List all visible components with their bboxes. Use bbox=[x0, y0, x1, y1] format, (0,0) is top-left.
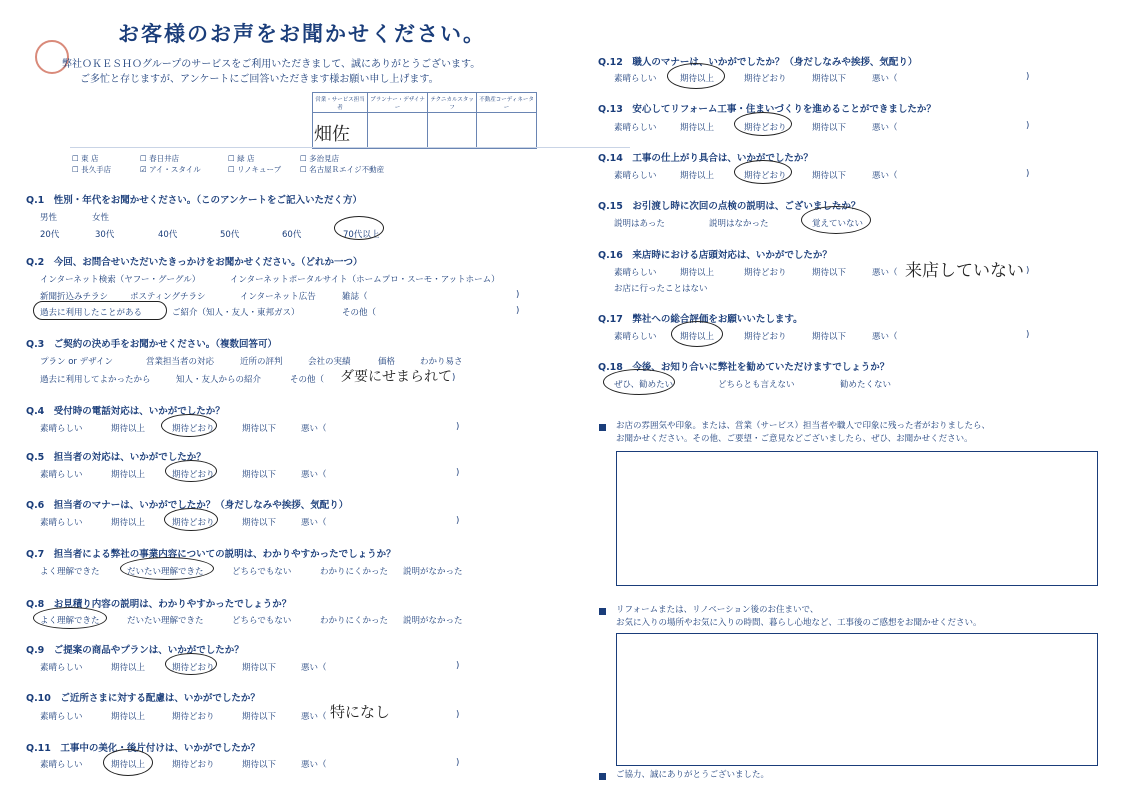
q6-title: Q.6 担当者のマナーは、いかがでしたか？（身だしなみや挨拶、気配り） bbox=[26, 500, 349, 511]
q15-option-explained[interactable]: 説明はあった bbox=[614, 219, 665, 229]
q11-option-below[interactable]: 期待以下 bbox=[242, 760, 277, 770]
q9-option-as-expected[interactable]: 期待どおり bbox=[172, 663, 215, 673]
store-checkbox-nagoya-rage[interactable]: ☐ 名古屋Ｒエイジ不動産 bbox=[300, 165, 385, 174]
q17-title: Q.17 弊社への総合評価をお願いいたします。 bbox=[598, 314, 803, 325]
q1-option-40s[interactable]: 40代 bbox=[158, 230, 178, 240]
store-checkbox-tajimi[interactable]: ☐ 多治見店 bbox=[300, 154, 340, 163]
q10-option-above[interactable]: 期待以上 bbox=[111, 712, 146, 722]
q12-bad-close: ) bbox=[1026, 72, 1030, 82]
q2-option-past-use[interactable]: 過去に利用したことがある bbox=[40, 308, 143, 318]
staff-header-sales: 営業・サービス担当者 bbox=[313, 93, 368, 113]
q7-option-mostly[interactable]: だいたい理解できた bbox=[127, 567, 204, 577]
q5-option-above[interactable]: 期待以上 bbox=[111, 470, 146, 480]
q16-handwritten-bad: 来店していない bbox=[905, 261, 1024, 281]
staff-header-technical: テクニカルスタッフ bbox=[428, 93, 477, 113]
comment2-textarea[interactable] bbox=[616, 633, 1098, 766]
q8-title: Q.8 お見積り内容の説明は、わかりやすかったでしょうか？ bbox=[26, 599, 292, 610]
q12-option-above[interactable]: 期待以上 bbox=[680, 74, 715, 84]
q7-option-none[interactable]: 説明がなかった bbox=[403, 567, 463, 577]
q6-option-excellent[interactable]: 素晴らしい bbox=[40, 518, 83, 528]
q2-option-search[interactable]: インターネット検索（ヤフー・グーグル） bbox=[40, 275, 201, 285]
q6-option-above[interactable]: 期待以上 bbox=[111, 518, 146, 528]
q4-bad-close: ) bbox=[456, 422, 460, 432]
q5-option-below[interactable]: 期待以下 bbox=[242, 470, 277, 480]
q18-option-undecided[interactable]: どちらとも言えない bbox=[718, 380, 795, 390]
q5-bad-close: ) bbox=[456, 468, 460, 478]
q3-option-price[interactable]: 価格 bbox=[378, 357, 396, 367]
q8-option-mostly[interactable]: だいたい理解できた bbox=[127, 616, 204, 626]
q14-bad-close: ) bbox=[1026, 169, 1030, 179]
q2-option-web-ad[interactable]: インターネット広告 bbox=[240, 292, 316, 302]
q9-option-above[interactable]: 期待以上 bbox=[111, 663, 146, 673]
q2-title: Q.2 今回、お問合せいただいたきっかけをお聞かせください。（どれか一つ） bbox=[26, 257, 363, 268]
q6-option-bad[interactable]: 悪い（ bbox=[301, 518, 327, 528]
bullet-square bbox=[599, 608, 606, 615]
q12-option-below[interactable]: 期待以下 bbox=[812, 74, 847, 84]
q7-title: Q.7 担当者による弊社の事業内容についての説明は、わかりやすかったでしょうか？ bbox=[26, 549, 396, 560]
staff-handwritten-name: 畑佐 bbox=[314, 124, 350, 145]
q15-option-dont-remember[interactable]: 覚えていない bbox=[812, 219, 864, 229]
q9-option-below[interactable]: 期待以下 bbox=[242, 663, 277, 673]
q8-option-neutral[interactable]: どちらでもない bbox=[232, 616, 292, 626]
q17-answer-circle bbox=[671, 321, 723, 347]
q14-option-above[interactable]: 期待以上 bbox=[680, 171, 715, 181]
q18-answer-circle bbox=[603, 369, 675, 395]
comment1-line-1: お店の雰囲気や印象。または、営業（サービス）担当者や職人で印象に残った者がおりましたら、 bbox=[616, 421, 991, 431]
staff-cell-planner[interactable] bbox=[368, 113, 428, 149]
intro-line-1: 弊社ＯＫＥＳＨＯグループのサービスをご利用いただきまして、誠にありがとうございます。 bbox=[62, 59, 481, 70]
q11-answer-circle bbox=[103, 749, 153, 776]
staff-cell-realestate[interactable] bbox=[477, 113, 537, 149]
q14-option-excellent[interactable]: 素晴らしい bbox=[614, 171, 657, 181]
thanks-text: ご協力、誠にありがとうございました。 bbox=[616, 770, 770, 780]
q4-option-bad[interactable]: 悪い（ bbox=[301, 424, 327, 434]
q15-title: Q.15 お引渡し時に次回の点検の説明は、ございましたか？ bbox=[598, 201, 861, 212]
q11-bad-close: ) bbox=[456, 758, 460, 768]
q9-option-bad[interactable]: 悪い（ bbox=[301, 663, 327, 673]
q14-title: Q.14 工事の仕上がり具合は、いかがでしたか？ bbox=[598, 153, 813, 164]
q12-title: Q.12 職人のマナーは、いかがでしたか？（身だしなみや挨拶、気配り） bbox=[598, 57, 918, 68]
q2-option-magazine[interactable]: 雑誌（ bbox=[342, 292, 368, 302]
store-checkbox-istyle[interactable]: ☑ アイ・スタイル bbox=[140, 165, 201, 174]
q5-title: Q.5 担当者の対応は、いかがでしたか？ bbox=[26, 452, 206, 463]
q16-title: Q.16 来店時における店頭対応は、いかがでしたか？ bbox=[598, 250, 832, 261]
comment1-line-2: お聞かせください。その他、ご要望・ご意見などございましたら、ぜひ、お聞かせください。 bbox=[616, 434, 973, 444]
intro-line-2: ご多忙と存じますが、アンケートにご回答いただきます様お願い申し上げます。 bbox=[80, 74, 439, 85]
intro-text bbox=[62, 57, 480, 87]
q1-option-female[interactable]: 女性 bbox=[92, 213, 110, 223]
q10-title: Q.10 ご近所さまに対する配慮は、いかがでしたか？ bbox=[26, 693, 260, 704]
store-checkbox-renocube[interactable]: ☐ リノキューブ bbox=[228, 165, 282, 174]
q7-option-unclear[interactable]: わかりにくかった bbox=[320, 567, 389, 577]
q10-option-as-expected[interactable]: 期待どおり bbox=[172, 712, 215, 722]
store-checkbox-nagakute[interactable]: ☐ 長久手店 bbox=[72, 165, 112, 174]
q16-option-excellent[interactable]: 素晴らしい bbox=[614, 268, 657, 278]
q16-option-as-expected[interactable]: 期待どおり bbox=[744, 268, 787, 278]
q7-answer-circle bbox=[120, 557, 214, 580]
q10-option-bad[interactable]: 悪い（ bbox=[301, 712, 327, 722]
q16-option-above[interactable]: 期待以上 bbox=[680, 268, 715, 278]
q4-answer-circle bbox=[161, 414, 217, 437]
comment1-prompt bbox=[616, 420, 990, 446]
q2-other-close: ) bbox=[516, 306, 520, 316]
divider bbox=[70, 147, 630, 148]
q12-option-bad[interactable]: 悪い（ bbox=[872, 74, 898, 84]
q3-title: Q.3 ご契約の決め手をお聞かせください。（複数回答可） bbox=[26, 339, 278, 350]
q14-option-below[interactable]: 期待以下 bbox=[812, 171, 847, 181]
q4-option-above[interactable]: 期待以上 bbox=[111, 424, 146, 434]
q10-handwritten-bad: 特になし bbox=[330, 703, 391, 721]
q3-option-sales[interactable]: 営業担当者の対応 bbox=[146, 357, 215, 367]
q3-option-clarity[interactable]: わかり易さ bbox=[420, 357, 463, 367]
q6-bad-close: ) bbox=[456, 516, 460, 526]
q13-option-bad[interactable]: 悪い（ bbox=[872, 123, 898, 133]
q11-option-bad[interactable]: 悪い（ bbox=[301, 760, 327, 770]
q4-option-as-expected[interactable]: 期待どおり bbox=[172, 424, 215, 434]
q9-option-excellent[interactable]: 素晴らしい bbox=[40, 663, 83, 673]
q6-option-as-expected[interactable]: 期待どおり bbox=[172, 518, 215, 528]
q12-answer-circle bbox=[667, 63, 725, 89]
q9-title: Q.9 ご提案の商品やプランは、いかがでしたか？ bbox=[26, 645, 244, 656]
q1-option-30s[interactable]: 30代 bbox=[95, 230, 115, 240]
q3-option-friend-referral[interactable]: 知人・友人からの紹介 bbox=[176, 375, 262, 385]
q18-option-not-recommend[interactable]: 勧めたくない bbox=[840, 380, 892, 390]
q11-title: Q.11 工事中の美化・後片付けは、いかがでしたか？ bbox=[26, 743, 260, 754]
q15-option-not-explained[interactable]: 説明はなかった bbox=[709, 219, 769, 229]
q11-option-excellent[interactable]: 素晴らしい bbox=[40, 760, 83, 770]
q7-option-neutral[interactable]: どちらでもない bbox=[232, 567, 292, 577]
q9-bad-close: ) bbox=[456, 661, 460, 671]
q8-option-understood[interactable]: よく理解できた bbox=[40, 616, 100, 626]
q13-bad-close: ) bbox=[1026, 121, 1030, 131]
q2-option-other[interactable]: その他（ bbox=[342, 308, 377, 318]
q10-option-excellent[interactable]: 素晴らしい bbox=[40, 712, 83, 722]
q7-option-understood[interactable]: よく理解できた bbox=[40, 567, 100, 577]
q8-option-none[interactable]: 説明がなかった bbox=[403, 616, 463, 626]
q14-option-bad[interactable]: 悪い（ bbox=[872, 171, 898, 181]
q2-option-flyer[interactable]: 新聞折込みチラシ bbox=[40, 292, 109, 302]
q17-option-above[interactable]: 期待以上 bbox=[680, 332, 715, 342]
q13-answer-circle bbox=[734, 112, 792, 136]
bullet-square bbox=[599, 773, 606, 780]
q1-option-70s-plus[interactable]: 70代以上 bbox=[343, 230, 380, 240]
comment2-line-2: お気に入りの場所やお気に入りの時間、暮らし心地など、工事後のご感想をお聞かせください。 bbox=[616, 618, 982, 628]
q1-option-male[interactable]: 男性 bbox=[40, 213, 58, 223]
q1-option-50s[interactable]: 50代 bbox=[220, 230, 240, 240]
q3-option-reputation[interactable]: 近所の評判 bbox=[240, 357, 283, 367]
q2-option-posting[interactable]: ポスティングチラシ bbox=[130, 292, 206, 302]
q8-option-unclear[interactable]: わかりにくかった bbox=[320, 616, 389, 626]
q2-option-referral[interactable]: ご紹介（知人・友人・東邦ガス） bbox=[172, 308, 300, 318]
q5-option-as-expected[interactable]: 期待どおり bbox=[172, 470, 215, 480]
q13-option-above[interactable]: 期待以上 bbox=[680, 123, 715, 133]
q1-option-20s[interactable]: 20代 bbox=[40, 230, 60, 240]
q6-option-below[interactable]: 期待以下 bbox=[242, 518, 277, 528]
q10-option-below[interactable]: 期待以下 bbox=[242, 712, 277, 722]
q13-option-excellent[interactable]: 素晴らしい bbox=[614, 123, 657, 133]
q13-title: Q.13 安心してリフォーム工事・住まいづくりを進めることができましたか？ bbox=[598, 104, 936, 115]
comment2-line-1: リフォームまたは、リノベーション後のお住まいで、 bbox=[616, 605, 819, 615]
q17-bad-close: ) bbox=[1026, 330, 1030, 340]
comment2-prompt bbox=[616, 604, 982, 630]
q6-answer-circle bbox=[164, 508, 218, 531]
q2-magazine-close: ) bbox=[516, 290, 520, 300]
staff-cell-technical[interactable] bbox=[428, 113, 477, 149]
q3-handwritten-other: ダ要にせまられて bbox=[340, 369, 452, 385]
q14-option-as-expected[interactable]: 期待どおり bbox=[744, 171, 787, 181]
q13-option-below[interactable]: 期待以下 bbox=[812, 123, 847, 133]
q3-option-other[interactable]: その他（ bbox=[290, 375, 325, 385]
page-title: お客様のお声をお聞かせください。 bbox=[118, 22, 486, 46]
q8-answer-circle bbox=[33, 607, 107, 629]
q2-answer-circle bbox=[33, 301, 167, 320]
q18-title: Q.18 今後、お知り合いに弊社を勧めていただけますでしょうか？ bbox=[598, 362, 890, 373]
q5-option-bad[interactable]: 悪い（ bbox=[301, 470, 327, 480]
q11-option-as-expected[interactable]: 期待どおり bbox=[172, 760, 215, 770]
q3-other-close: ) bbox=[452, 373, 456, 383]
q10-bad-close: ) bbox=[456, 710, 460, 720]
q4-option-excellent[interactable]: 素晴らしい bbox=[40, 424, 83, 434]
q1-option-60s[interactable]: 60代 bbox=[282, 230, 302, 240]
q14-answer-circle bbox=[734, 160, 792, 184]
q3-option-track-record[interactable]: 会社の実績 bbox=[308, 357, 351, 367]
q13-option-as-expected[interactable]: 期待どおり bbox=[744, 123, 787, 133]
store-checkbox-kasugai[interactable]: ☐ 春日井店 bbox=[140, 154, 180, 163]
q9-answer-circle bbox=[165, 653, 217, 675]
q15-answer-circle bbox=[801, 206, 871, 234]
q1-title: Q.1 性別・年代をお聞かせください。（このアンケートをご記入いただく方） bbox=[26, 195, 362, 206]
q17-option-bad[interactable]: 悪い（ bbox=[872, 332, 898, 342]
q3-option-past-good[interactable]: 過去に利用してよかったから bbox=[40, 375, 151, 385]
q17-option-excellent[interactable]: 素晴らしい bbox=[614, 332, 657, 342]
staff-header-realestate: 不動産コーディネーター bbox=[477, 93, 537, 113]
q16-option-bad[interactable]: 悪い（ bbox=[872, 268, 898, 278]
bullet-square bbox=[599, 424, 606, 431]
q5-option-excellent[interactable]: 素晴らしい bbox=[40, 470, 83, 480]
q4-option-below[interactable]: 期待以下 bbox=[242, 424, 277, 434]
q2-option-portal[interactable]: インターネットポータルサイト（ホームプロ・スーモ・アットホーム） bbox=[230, 275, 500, 285]
store-checkbox-midori[interactable]: ☐ 緑 店 bbox=[228, 154, 255, 163]
q16-option-below[interactable]: 期待以下 bbox=[812, 268, 847, 278]
q1-answer-circle bbox=[334, 216, 384, 240]
q12-option-excellent[interactable]: 素晴らしい bbox=[614, 74, 657, 84]
comment1-textarea[interactable] bbox=[616, 451, 1098, 586]
q16-option-never-visited[interactable]: お店に行ったことはない bbox=[614, 284, 708, 294]
q11-option-above[interactable]: 期待以上 bbox=[111, 760, 146, 770]
q17-option-as-expected[interactable]: 期待どおり bbox=[744, 332, 787, 342]
q4-title: Q.4 受付時の電話対応は、いかがでしたか？ bbox=[26, 406, 225, 417]
q12-option-as-expected[interactable]: 期待どおり bbox=[744, 74, 787, 84]
q17-option-below[interactable]: 期待以下 bbox=[812, 332, 847, 342]
q3-option-plan[interactable]: プラン or デザイン bbox=[40, 357, 114, 367]
q18-option-recommend[interactable]: ぜひ、勧めたい bbox=[614, 380, 674, 390]
q5-answer-circle bbox=[165, 460, 217, 482]
store-checkbox-higashi[interactable]: ☐ 東 店 bbox=[72, 154, 99, 163]
staff-header-planner: プランナー・デザイナー bbox=[368, 93, 428, 113]
q16-bad-close: ) bbox=[1026, 266, 1030, 276]
